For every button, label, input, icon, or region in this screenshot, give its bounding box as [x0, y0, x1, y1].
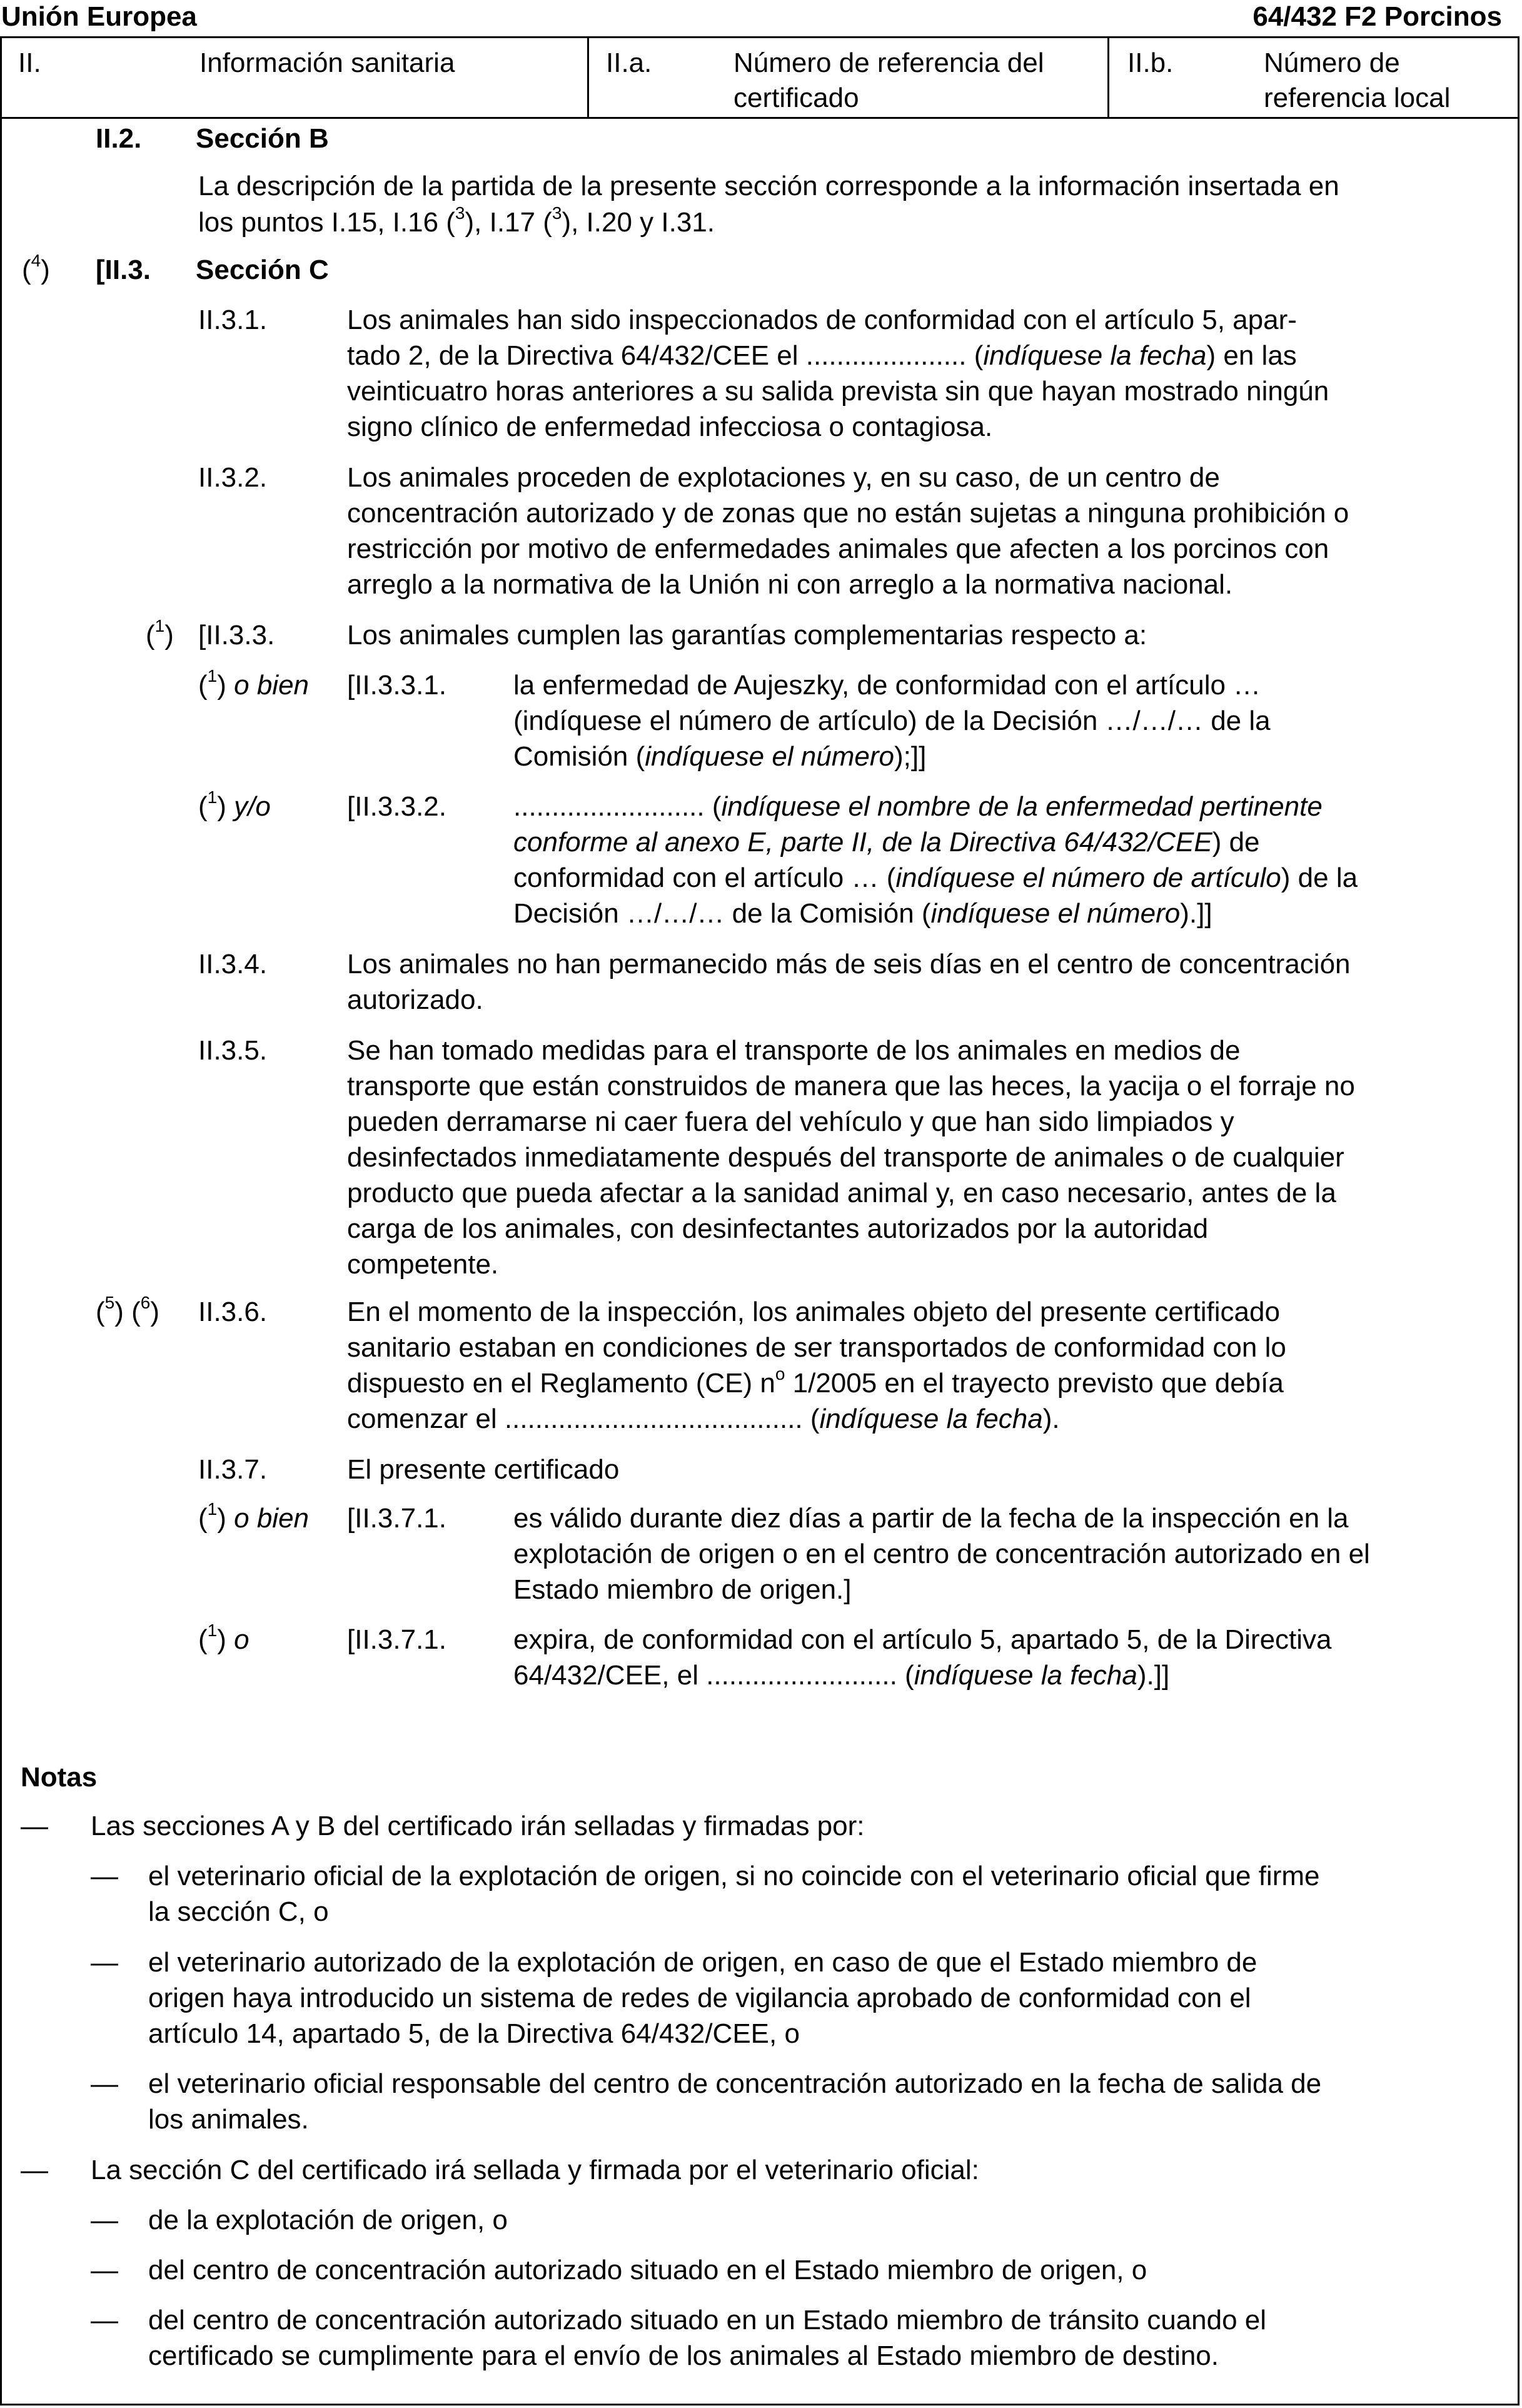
paragraph-line: comenzar el ....................................... (indíquese la fecha).	[347, 1404, 1060, 1434]
note-line: del centro de concentración autorizado situado en un Estado miembro de tránsito cuando el	[148, 2305, 1267, 2335]
note-dash: —	[21, 2155, 48, 2185]
paragraph-line: Estado miembro de origen.]	[513, 1574, 852, 1605]
paragraph-line: restricción por motivo de enfermedades animales que afecten a los porcinos con	[347, 534, 1329, 564]
footnote-ref: ($^1$)	[146, 616, 174, 650]
paragraph-line: concentración autorizado y de zonas que no están sujetas a ninguna prohibición o	[347, 498, 1349, 529]
note-line: de la explotación de origen, o	[148, 2205, 508, 2235]
notes-title: Notas	[21, 1762, 98, 1793]
paragraph-line: Los animales proceden de explotaciones y, en su caso, de un centro de	[347, 462, 1220, 493]
paragraph-line: Se han tomado medidas para el transporte de los animales en medios de	[347, 1035, 1241, 1066]
note-line: Las secciones A y B del certificado irán selladas y firmadas por:	[91, 1811, 865, 1841]
paragraph-line: expira, de conformidad con el artículo 5, apartado 5, de la Directiva	[513, 1624, 1332, 1655]
footnote-ref: ($^1$) o	[198, 1621, 249, 1655]
header-label-1: Información sanitaria	[199, 48, 455, 78]
paragraph-line: Los animales han sido inspeccionados de conformidad con el artículo 5, apar-	[347, 305, 1297, 335]
paragraph-line: carga de los animales, con desinfectantes autorizados por la autoridad	[347, 1213, 1209, 1244]
note-line: el veterinario autorizado de la explotación de origen, en caso de que el Estado miembro de	[148, 1947, 1257, 1978]
header-num-3: II.b.	[1127, 48, 1174, 78]
paragraph-line: Decisión …/…/… de la Comisión (indíquese el número).]]	[513, 898, 1212, 929]
note-dash: —	[91, 2205, 118, 2235]
footnote-ref: ($^1$) y/o	[198, 787, 271, 822]
paragraph-line: pueden derramarse ni caer fuera del vehículo y que han sido limpiados y	[347, 1106, 1234, 1137]
section-title: Sección C	[196, 255, 329, 285]
footnote-ref: ($^1$) o bien	[198, 1499, 310, 1534]
paragraph-number: [II.3.7.1.	[347, 1624, 446, 1655]
header-num-1: II.	[18, 48, 41, 78]
header-label-3a: Número de	[1264, 48, 1400, 78]
note-line: certificado se cumplimente para el envío de los animales al Estado miembro de destino.	[148, 2340, 1219, 2371]
paragraph-line: Los animales cumplen las garantías complementarias respecto a:	[347, 620, 1147, 650]
paragraph-number: [II.3.3.1.	[347, 670, 446, 701]
note-line: La sección C del certificado irá sellada y firmada por el veterinario oficial:	[91, 2155, 979, 2185]
note-dash: —	[91, 2068, 118, 2099]
section-number: [II.3.	[96, 255, 151, 285]
paragraph-line: tado 2, de la Directiva 64/432/CEE el ..................... (indíquese la fecha) en las	[347, 340, 1297, 371]
paragraph-number: II.3.5.	[198, 1035, 268, 1066]
paragraph-number: II.3.7.	[198, 1454, 268, 1485]
header-label-2a: Número de referencia del	[733, 48, 1044, 78]
paragraph-line: competente.	[347, 1249, 499, 1280]
section-title: Sección B	[196, 123, 329, 154]
header-label-2b: certificado	[733, 83, 859, 113]
paragraph-line: sanitario estaban en condiciones de ser transportados de conformidad con lo	[347, 1332, 1286, 1363]
header-label-3b: referencia local	[1264, 83, 1451, 113]
paragraph-line: ......................... (indíquese el nombre de la enfermedad pertinente	[513, 791, 1323, 822]
note-line: el veterinario oficial de la explotación de origen, si no coincide con el veterinario oficial que firme	[148, 1861, 1320, 1891]
paragraph-line: 64/432/CEE, el ......................... (indíquese la fecha).]]	[513, 1660, 1170, 1691]
paragraph-line: arreglo a la normativa de la Unión ni con arreglo a la normativa nacional.	[347, 569, 1233, 600]
section-number: II.2.	[96, 123, 142, 154]
paragraph-line: transporte que están construidos de manera que las heces, la yacija o el forraje no	[347, 1071, 1355, 1101]
paragraph-number: [II.3.3.2.	[347, 791, 446, 822]
header-num-2: II.a.	[606, 48, 652, 78]
note-dash: —	[91, 2305, 118, 2335]
section-text: los puntos I.15, I.16 ($^3$), I.17 ($^3$), I.20 y I.31.	[198, 203, 715, 238]
paragraph-line: conforme al anexo E, parte II, de la Directiva 64/432/CEE) de	[513, 827, 1260, 857]
paragraph-line: Comisión (indíquese el número);]]	[513, 741, 927, 772]
note-line: la sección C, o	[148, 1896, 329, 1927]
paragraph-line: El presente certificado	[347, 1454, 620, 1485]
paragraph-number: II.3.4.	[198, 949, 268, 979]
header-divider	[587, 38, 589, 117]
union-label: Unión Europea	[1, 1, 197, 32]
paragraph-number: [II.3.7.1.	[347, 1503, 446, 1534]
note-line: artículo 14, apartado 5, de la Directiva 64/432/CEE, o	[148, 2018, 800, 2049]
note-line: del centro de concentración autorizado situado en el Estado miembro de origen, o	[148, 2255, 1147, 2285]
header-table	[2, 38, 1518, 119]
paragraph-number: [II.3.3.	[198, 620, 275, 650]
paragraph-number: II.3.2.	[198, 462, 268, 493]
note-line: los animales.	[148, 2104, 309, 2135]
paragraph-line: producto que pueda afectar a la sanidad animal y, en caso necesario, antes de la	[347, 1178, 1336, 1208]
paragraph-line: Los animales no han permanecido más de seis días en el centro de concentración	[347, 949, 1351, 979]
note-dash: —	[91, 2255, 118, 2285]
paragraph-line: la enfermedad de Aujeszky, de conformidad con el artículo …	[513, 670, 1261, 701]
note-line: el veterinario oficial responsable del centro de concentración autorizado en la fecha de salida de	[148, 2068, 1322, 2099]
paragraph-line: es válido durante diez días a partir de la fecha de la inspección en la	[513, 1503, 1349, 1534]
note-dash: —	[91, 1947, 118, 1978]
header-divider	[1107, 38, 1109, 117]
section-text: La descripción de la partida de la presente sección corresponde a la información insertada en	[198, 171, 1339, 201]
paragraph-line: desinfectados inmediatamente después del transporte de animales o de cualquier	[347, 1142, 1344, 1173]
top-bar	[0, 0, 1522, 36]
paragraph-line: autorizado.	[347, 984, 483, 1015]
note-dash: —	[21, 1811, 48, 1841]
footnote-ref: ($^4$)	[22, 251, 50, 285]
paragraph-line: conformidad con el artículo … (indíquese el número de artículo) de la	[513, 863, 1358, 893]
footnote-ref: ($^5$) ($^6$)	[96, 1293, 159, 1327]
paragraph-line: En el momento de la inspección, los animales objeto del presente certificado	[347, 1297, 1280, 1327]
footnote-ref: ($^1$) o bien	[198, 666, 310, 701]
note-dash: —	[91, 1861, 118, 1891]
paragraph-number: II.3.6.	[198, 1297, 268, 1327]
paragraph-line: (indíquese el número de artículo) de la Decisión …/…/… de la	[513, 706, 1271, 736]
certificate-frame	[0, 36, 1519, 2405]
paragraph-number: II.3.1.	[198, 305, 268, 335]
paragraph-line: signo clínico de enfermedad infecciosa o contagiosa.	[347, 412, 993, 442]
note-line: origen haya introducido un sistema de redes de vigilancia aprobado de conformidad con el	[148, 1983, 1251, 2013]
paragraph-line: dispuesto en el Reglamento (CE) $n^o$ 1/2005 en el trayecto previsto que debía	[347, 1364, 1284, 1399]
certificate-code: 64/432 F2 Porcinos	[1252, 1, 1502, 32]
paragraph-line: explotación de origen o en el centro de concentración autorizado en el	[513, 1539, 1370, 1569]
paragraph-line: veinticuatro horas anteriores a su salida prevista sin que hayan mostrado ningún	[347, 376, 1329, 407]
